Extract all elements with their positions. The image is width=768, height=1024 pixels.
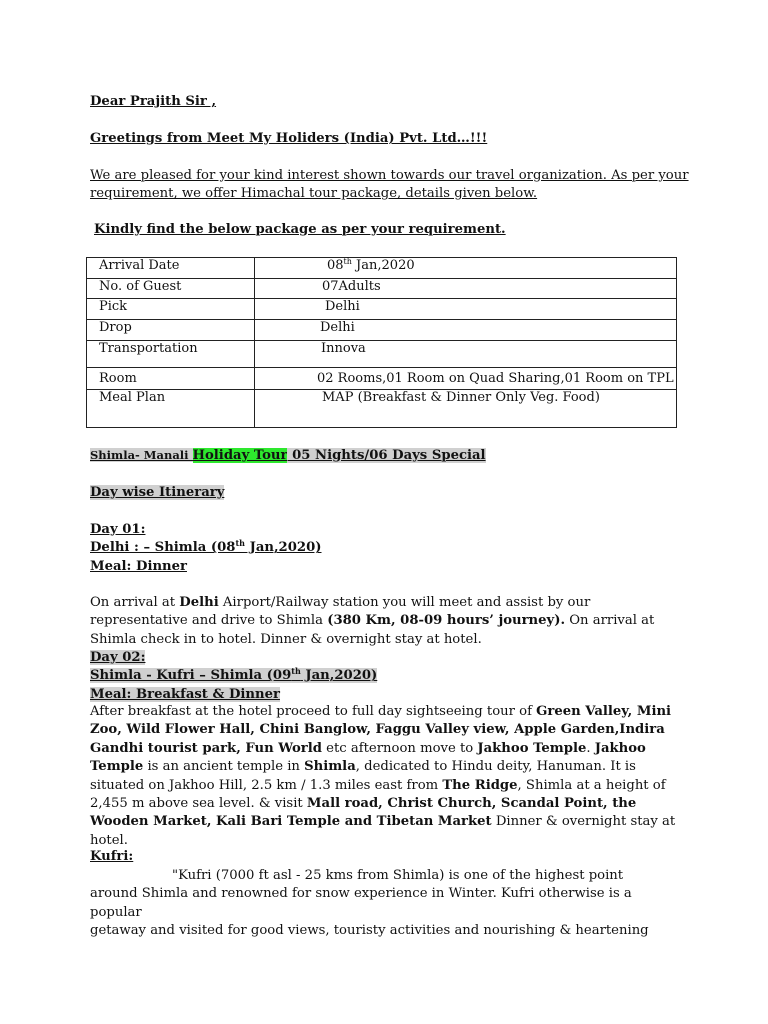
day2-header xyxy=(90,649,377,704)
day2-bold-1: Green Valley, Mini Zoo, Wild Flower Hall, Chini Banglow, Faggu Valley view, Apple Garden,Indira Gandhi tourist park, Fun World xyxy=(90,704,672,756)
day1-text-c: Airport/Railway station you will meet and assist by our representative and drive to Shimla xyxy=(90,595,591,629)
day1-meal: Meal: Dinner xyxy=(90,558,187,574)
day2-bold-5: The Ridge xyxy=(442,777,518,793)
row-value xyxy=(255,258,677,279)
row-value: MAP (Breakfast & Dinner Only Veg. Food) xyxy=(255,390,677,428)
row-value: 07Adults xyxy=(255,279,677,299)
day1-header xyxy=(90,521,322,576)
row-value: Delhi xyxy=(255,320,677,341)
kufri-description xyxy=(90,867,680,941)
day1-text-a: On arrival at xyxy=(90,595,180,610)
day2-text-4: is an ancient temple in xyxy=(143,759,305,775)
table-row xyxy=(87,299,677,320)
intro-paragraph xyxy=(90,167,689,204)
day2-heading-text: Day 02: xyxy=(90,650,146,665)
arrival-day-suffix: th xyxy=(343,257,352,266)
table-row xyxy=(87,258,677,279)
day2-description xyxy=(90,703,680,850)
arrival-month-year: Jan,2020 xyxy=(351,258,415,273)
greeting: Greetings from Meet My Holiders (India) Pvt. Ltd…!!! xyxy=(90,131,488,146)
day2-route-start: Shimla - Kufri – Shimla (09 xyxy=(90,668,292,684)
day2-bold-2: Jakhoo Temple xyxy=(477,740,587,756)
itinerary-heading xyxy=(90,485,224,500)
day1-text-e: On arrival at Shimla check in to hotel. Dinner & overnight stay at hotel. xyxy=(90,613,655,647)
day2-route-text xyxy=(90,668,377,683)
kufri-line-1: "Kufri (7000 ft asl - 25 kms from Shimla) is one of the highest point xyxy=(172,868,624,883)
tour-title-highlight: Holiday Tour xyxy=(192,448,288,463)
day1-bold-journey: (380 Km, 08-09 hours’ journey). xyxy=(327,613,566,629)
day2-meal xyxy=(90,686,377,704)
tour-title xyxy=(90,448,486,463)
day2-bold-4: Shimla xyxy=(304,759,356,775)
day2-route xyxy=(90,667,377,685)
table-row xyxy=(87,341,677,368)
row-value: 02 Rooms,01 Room on Quad Sharing,01 Room on TPL xyxy=(255,368,677,390)
day1-route-suffix: th xyxy=(235,538,245,549)
salutation: Dear Prajith Sir , xyxy=(90,94,217,109)
tour-title-duration: 05 Nights/06 Days Special xyxy=(287,448,486,463)
row-label: No. of Guest xyxy=(87,279,255,299)
day1-bold-delhi: Delhi xyxy=(179,595,219,610)
day2-bold-6: Mall road, Christ Church, Scandal Point, the Wooden Market, Kali Bari Temple and Tibetan Market xyxy=(90,796,637,830)
row-label: Pick xyxy=(87,299,255,320)
row-label: Arrival Date xyxy=(87,258,255,279)
day1-heading: Day 01: xyxy=(90,522,146,537)
tour-title-route: Shimla- Manali xyxy=(90,448,193,462)
day2-heading xyxy=(90,649,377,667)
day2-text-6: , Shimla at a height of 2,455 m above sea level. & visit xyxy=(90,777,666,812)
day2-text-5: , dedicated to Hindu deity, Hanuman. It is situated on Jakhoo Hill, 2.5 km / 1.3 miles east from xyxy=(90,759,636,793)
day2-route-end: Jan,2020) xyxy=(300,668,378,684)
day2-route-suffix: th xyxy=(291,666,301,677)
row-label: Transportation xyxy=(87,341,255,368)
row-label: Drop xyxy=(87,320,255,341)
arrival-day: 08 xyxy=(327,258,344,273)
day1-route-start: Delhi : – Shimla (08 xyxy=(90,540,236,556)
day1-description xyxy=(90,594,680,649)
package-table xyxy=(86,257,677,428)
row-value: Innova xyxy=(255,341,677,368)
table-row xyxy=(87,279,677,299)
table-row xyxy=(87,320,677,341)
kufri-line-2: around Shimla and renowned for snow experience in Winter. Kufri otherwise is a popular xyxy=(90,886,632,920)
table-row xyxy=(87,390,677,428)
row-label: Room xyxy=(87,368,255,390)
day2-text-2: etc afternoon move to xyxy=(321,740,478,756)
table-row xyxy=(87,368,677,390)
row-value: Delhi xyxy=(255,299,677,320)
intro-line-1: We are pleased for your kind interest shown towards our travel organization. As per your xyxy=(90,168,689,183)
day1-route xyxy=(90,539,322,557)
day2-text-7: Dinner & overnight stay at hotel. xyxy=(90,814,676,848)
kufri-heading: Kufri: xyxy=(90,849,134,864)
day2-text-3: . xyxy=(586,740,595,756)
kindly-find-note: Kindly find the below package as per your requirement. xyxy=(94,222,506,237)
intro-line-2: requirement, we offer Himachal tour package, details given below. xyxy=(90,186,538,202)
kufri-line-3: getaway and visited for good views, touristy activities and nourishing & heartening xyxy=(90,923,649,939)
day2-bold-3: Jakhoo Temple xyxy=(90,740,646,775)
day2-text-1: After breakfast at the hotel proceed to full day sightseeing tour of xyxy=(90,704,537,719)
day2-meal-text: Meal: Breakfast & Dinner xyxy=(90,686,280,702)
itinerary-heading-text: Day wise Itinerary xyxy=(90,485,225,500)
day1-route-end: Jan,2020) xyxy=(245,540,322,556)
row-label: Meal Plan xyxy=(87,390,255,428)
